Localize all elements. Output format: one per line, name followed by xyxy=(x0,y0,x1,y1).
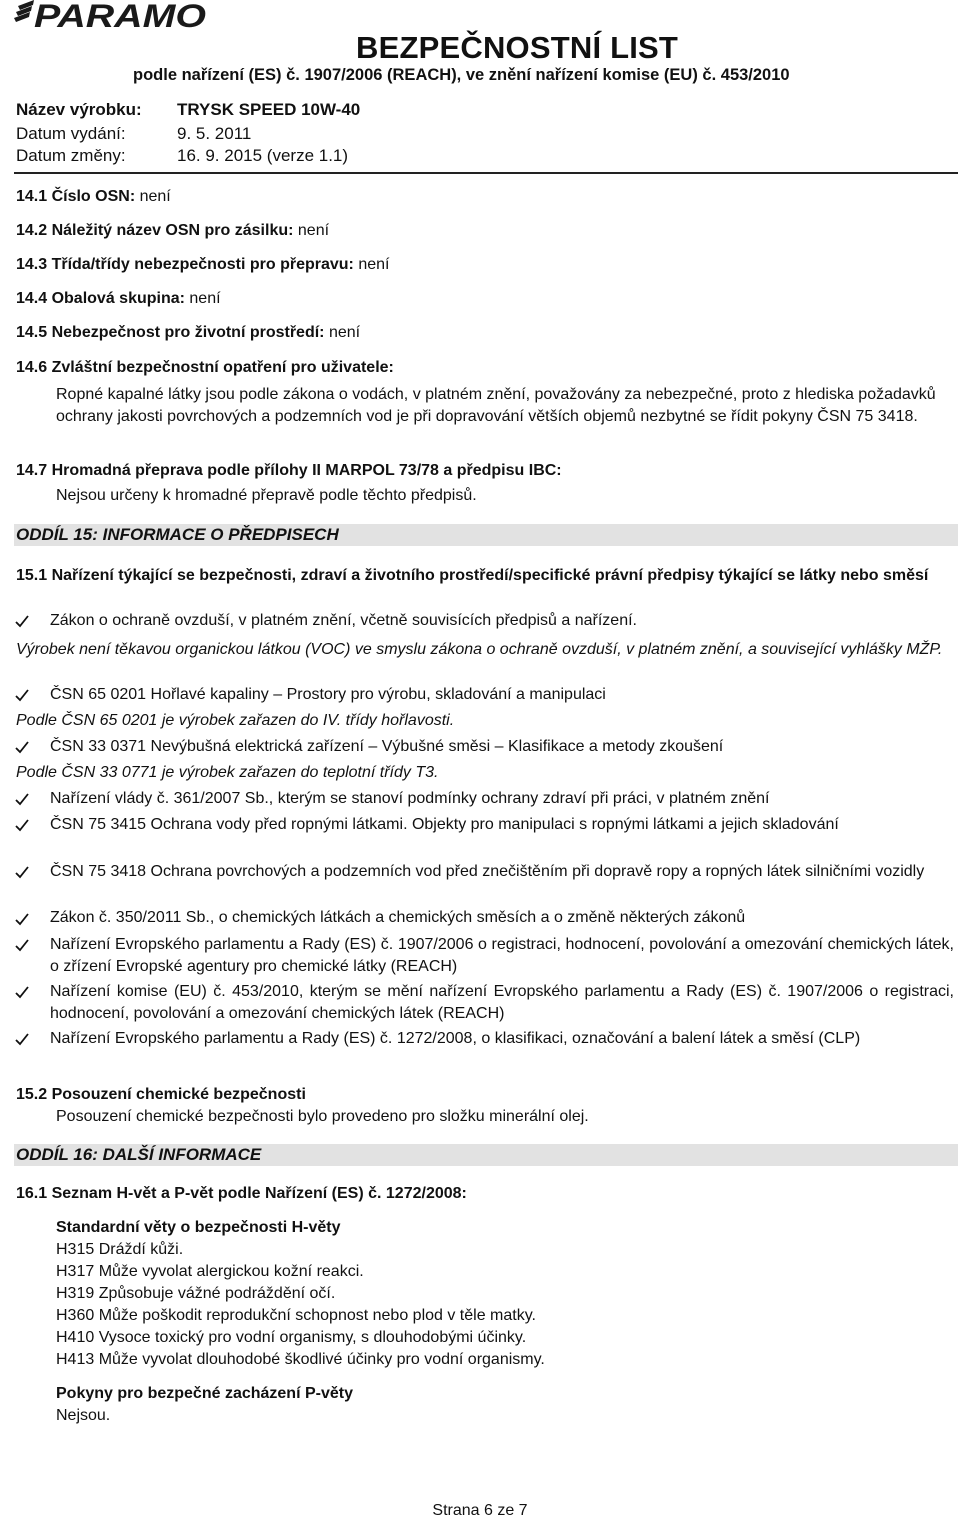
checkmark-icon xyxy=(14,791,34,811)
checkmark-icon xyxy=(14,817,34,837)
checkmark-icon xyxy=(14,739,34,759)
reg-note-2: Podle ČSN 65 0201 je výrobek zařazen do IV. třídy hořlavosti. xyxy=(16,712,455,729)
item-14-1-label: 14.1 Číslo OSN: xyxy=(16,188,136,205)
issue-date-label: Datum vydání: xyxy=(16,124,126,143)
item-14-7-label: 14.7 Hromadná přeprava podle přílohy II MARPOL 73/78 a předpisu IBC: xyxy=(16,462,562,479)
reg-item-7: Zákon č. 350/2011 Sb., o chemických látkách a chemických směsích a o změně některých zákonů xyxy=(50,909,746,926)
h-statements-heading: Standardní věty o bezpečnosti H-věty xyxy=(56,1219,341,1236)
item-14-3-label: 14.3 Třída/třídy nebezpečnosti pro přepravu: xyxy=(16,256,354,273)
checkmark-icon xyxy=(14,984,34,1004)
product-name-value: TRYSK SPEED 10W-40 xyxy=(177,100,361,119)
checkmark-icon xyxy=(14,937,34,957)
reg-note-1: Výrobek není těkavou organickou látkou (VOC) ve smyslu zákona o ochraně ovzduší, v platném znění, a související vyhlášky MŽP. xyxy=(16,641,943,658)
item-15-2-text: Posouzení chemické bezpečnosti bylo provedeno pro složku minerální olej. xyxy=(56,1108,589,1125)
reg-item-10: Nařízení Evropského parlamentu a Rady (ES) č. 1272/2008, o klasifikaci, označování a balení látek a směsí (CLP) xyxy=(50,1030,861,1047)
h-statement: H315 Dráždí kůži. xyxy=(56,1241,184,1258)
item-14-3 xyxy=(16,256,389,274)
reg-item-8: Nařízení Evropského parlamentu a Rady (ES) č. 1907/2006 o registraci, hodnocení, povolování a omezování chemických látek, o zřízení Evropské agentury pro chemické látky (REACH) xyxy=(50,936,954,975)
item-14-4-value: není xyxy=(189,290,221,307)
p-statements-value: Nejsou. xyxy=(56,1407,111,1424)
h-statement: H319 Způsobuje vážné podráždění očí. xyxy=(56,1285,336,1302)
item-14-7-text: Nejsou určeny k hromadné přepravě podle těchto předpisů. xyxy=(56,487,477,504)
reg-item-1: Zákon o ochraně ovzduší, v platném znění, včetně souvisících předpisů a nařízení. xyxy=(50,612,637,629)
change-date-value: 16. 9. 2015 (verze 1.1) xyxy=(177,146,349,165)
item-14-4 xyxy=(16,290,221,308)
item-14-6-label: 14.6 Zvláštní bezpečnostní opatření pro uživatele: xyxy=(16,359,394,376)
reg-note-3: Podle ČSN 33 0771 je výrobek zařazen do teplotní třídy T3. xyxy=(16,764,439,781)
paramo-logo xyxy=(14,0,208,32)
section-16-heading: ODDÍL 16: DALŠÍ INFORMACE xyxy=(14,1144,958,1166)
checkmark-icon xyxy=(14,613,34,633)
h-statement: H360 Může poškodit reprodukční schopnost nebo plod v těle matky. xyxy=(56,1307,536,1324)
h-statement: H413 Může vyvolat dlouhodobé škodlivé účinky pro vodní organismy. xyxy=(56,1351,545,1368)
item-14-2 xyxy=(16,222,329,240)
reg-item-9: Nařízení komise (EU) č. 453/2010, kterým se mění nařízení Evropského parlamentu a Rady (ES) č. 1907/2006 o registraci, hodnocení, povolování a omezování chemických látek (REACH) xyxy=(50,983,954,1022)
h-statement: H410 Vysoce toxický pro vodní organismy, s dlouhodobými účinky. xyxy=(56,1329,527,1346)
document-title: BEZPEČNOSTNÍ LIST xyxy=(356,30,679,65)
item-14-1 xyxy=(16,188,171,206)
section-15-heading: ODDÍL 15: INFORMACE O PŘEDPISECH xyxy=(14,524,958,546)
header-divider xyxy=(14,172,958,174)
item-14-1-value: není xyxy=(139,188,171,205)
reg-item-3: ČSN 33 0371 Nevýbušná elektrická zařízení – Výbušné směsi – Klasifikace a metody zkoušení xyxy=(50,738,724,755)
checkmark-icon xyxy=(14,911,34,931)
item-14-2-label: 14.2 Náležitý název OSN pro zásilku: xyxy=(16,222,294,239)
issue-date-value: 9. 5. 2011 xyxy=(177,124,252,143)
page-number: Strana 6 ze 7 xyxy=(432,1502,528,1519)
change-date-label: Datum změny: xyxy=(16,146,126,165)
document-subtitle: podle nařízení (ES) č. 1907/2006 (REACH), ve znění nařízení komise (EU) č. 453/2010 xyxy=(133,66,790,84)
item-14-5 xyxy=(16,324,360,342)
checkmark-icon xyxy=(14,687,34,707)
checkmark-icon xyxy=(14,864,34,884)
item-14-5-value: není xyxy=(328,324,361,341)
item-14-4-label: 14.4 Obalová skupina: xyxy=(16,290,185,307)
reg-item-4: Nařízení vlády č. 361/2007 Sb., kterým se stanoví podmínky ochrany zdraví při práci, v platném znění xyxy=(50,790,770,807)
reg-item-6: ČSN 75 3418 Ochrana povrchových a podzemních vod před znečištěním při dopravě ropy a ropných látek silničními vozidly xyxy=(50,863,925,880)
svg-text:PARAMO: PARAMO xyxy=(34,0,207,32)
reg-item-2: ČSN 65 0201 Hořlavé kapaliny – Prostory pro výrobu, skladování a manipulaci xyxy=(50,686,606,703)
h-statement: H317 Může vyvolat alergickou kožní reakci. xyxy=(56,1263,364,1280)
item-14-2-value: není xyxy=(297,222,330,239)
item-14-3-value: není xyxy=(358,256,390,273)
product-name-label: Název výrobku: xyxy=(16,100,142,119)
item-16-1-label: 16.1 Seznam H-vět a P-vět podle Nařízení (ES) č. 1272/2008: xyxy=(16,1185,467,1202)
item-14-6-text: Ropné kapalné látky jsou podle zákona o vodách, v platném znění, považovány za nebezpečné, proto z hlediska požadavků ochrany jakosti povrchových a podzemních vod je při dopravování větších objemů nezbytné se řídit pokyny ČSN 75 3418. xyxy=(56,386,936,425)
p-statements-heading: Pokyny pro bezpečné zacházení P-věty xyxy=(56,1385,353,1402)
checkmark-icon xyxy=(14,1031,34,1051)
item-14-5-label: 14.5 Nebezpečnost pro životní prostředí: xyxy=(16,324,325,341)
reg-item-5: ČSN 75 3415 Ochrana vody před ropnými látkami. Objekty pro manipulaci s ropnými látkami a jejich skladování xyxy=(50,816,839,833)
item-15-1-label: 15.1 Nařízení týkající se bezpečnosti, zdraví a životního prostředí/specifické právní předpisy týkající se látky nebo směsí xyxy=(16,567,929,584)
item-15-2-label: 15.2 Posouzení chemické bezpečnosti xyxy=(16,1086,306,1103)
